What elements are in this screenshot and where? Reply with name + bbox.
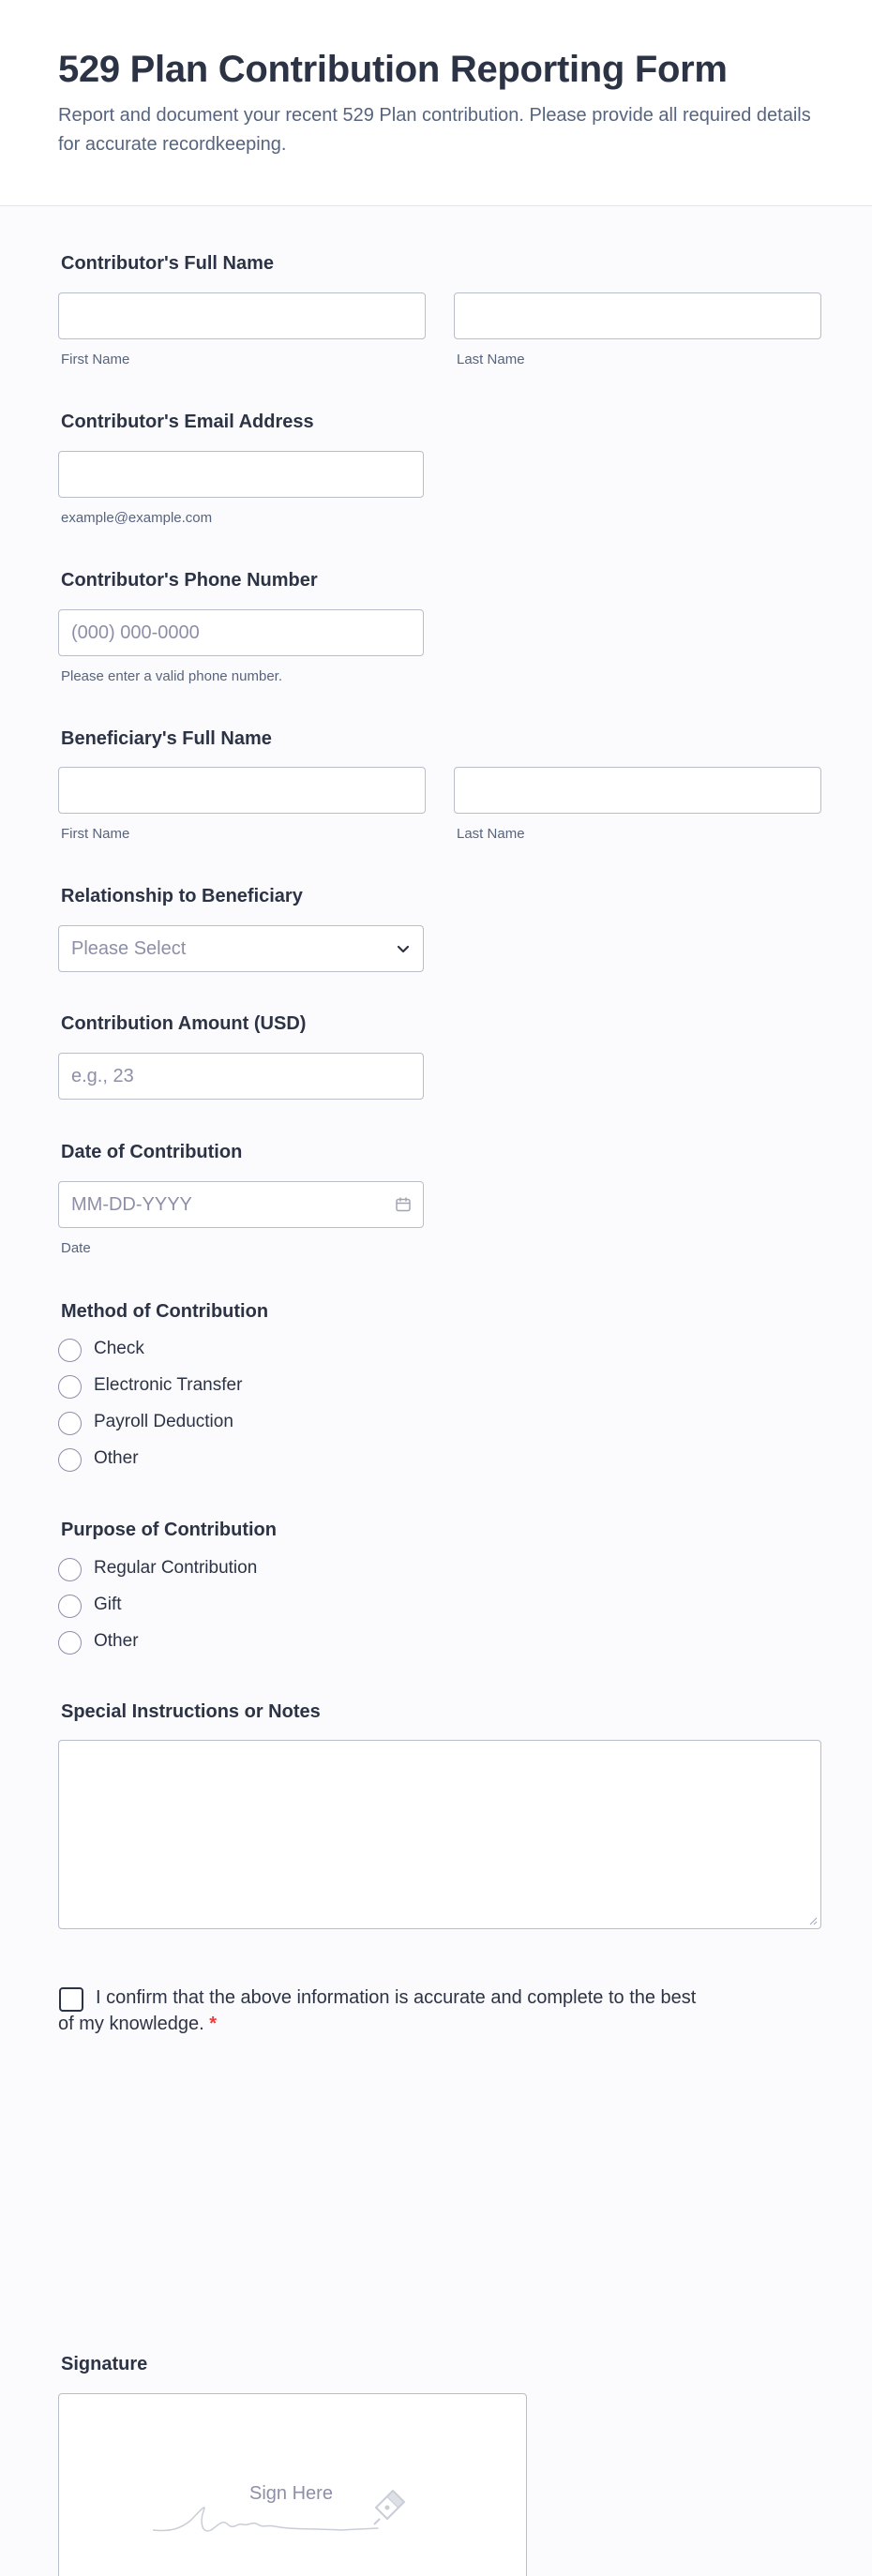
contributor-phone-label: Contributor's Phone Number: [61, 570, 318, 591]
radio-label: Other: [94, 1631, 139, 1651]
radio-label: Payroll Deduction: [94, 1412, 233, 1431]
date-placeholder: MM-DD-YYYY: [71, 1194, 192, 1215]
radio-button[interactable]: [58, 1631, 82, 1655]
beneficiary-name-label: Beneficiary's Full Name: [61, 728, 272, 749]
contributor-first-name-input[interactable]: [58, 292, 426, 339]
page-title: 529 Plan Contribution Reporting Form: [58, 49, 728, 90]
signature-pad[interactable]: [58, 2393, 527, 2576]
beneficiary-last-name-input[interactable]: [454, 767, 821, 814]
date-input[interactable]: [58, 1181, 424, 1228]
contributor-first-name-sublabel: First Name: [61, 352, 130, 367]
beneficiary-first-name-input[interactable]: [58, 767, 426, 814]
radio-button[interactable]: [58, 1595, 82, 1618]
confirm-text-block: [58, 1984, 714, 2037]
relationship-select[interactable]: [58, 925, 424, 972]
confirm-text: I confirm that the above information is accurate and complete to the best of my knowledge.: [58, 1987, 697, 2034]
radio-button[interactable]: [58, 1448, 82, 1472]
date-label: Date of Contribution: [61, 1142, 243, 1162]
contributor-phone-sublabel: Please enter a valid phone number.: [61, 668, 282, 684]
amount-label: Contribution Amount (USD): [61, 1013, 307, 1034]
purpose-label: Purpose of Contribution: [61, 1520, 277, 1540]
date-sublabel: Date: [61, 1240, 91, 1256]
notes-label: Special Instructions or Notes: [61, 1701, 321, 1722]
page-subtitle: Report and document your recent 529 Plan contribution. Please provide all required details for accurate recordkeeping.: [58, 105, 811, 155]
contributor-last-name-input[interactable]: [454, 292, 821, 339]
signature-label: Signature: [61, 2354, 148, 2374]
contributor-name-label: Contributor's Full Name: [61, 253, 274, 274]
radio-button[interactable]: [58, 1558, 82, 1581]
chevron-down-icon: [395, 940, 412, 957]
calendar-icon[interactable]: [395, 1196, 412, 1213]
notes-textarea[interactable]: [58, 1740, 821, 1929]
resize-handle-icon[interactable]: [808, 1916, 818, 1925]
relationship-label: Relationship to Beneficiary: [61, 886, 303, 906]
contributor-last-name-sublabel: Last Name: [457, 352, 525, 367]
method-label: Method of Contribution: [61, 1301, 269, 1322]
amount-placeholder: e.g., 23: [71, 1066, 134, 1086]
required-asterisk: *: [209, 2014, 217, 2034]
beneficiary-first-name-sublabel: First Name: [61, 826, 130, 842]
sign-here-placeholder: Sign Here: [249, 2483, 333, 2504]
phone-placeholder: (000) 000-0000: [71, 622, 200, 643]
relationship-selected-value: Please Select: [71, 938, 187, 959]
contributor-email-sublabel: example@example.com: [61, 510, 213, 526]
radio-label: Regular Contribution: [94, 1558, 258, 1578]
radio-button[interactable]: [58, 1412, 82, 1435]
radio-label: Gift: [94, 1595, 122, 1614]
contributor-email-input[interactable]: [58, 451, 424, 498]
radio-label: Electronic Transfer: [94, 1375, 243, 1395]
beneficiary-last-name-sublabel: Last Name: [457, 826, 525, 842]
amount-input[interactable]: [58, 1053, 424, 1100]
form-header: [0, 0, 872, 206]
radio-button[interactable]: [58, 1339, 82, 1362]
radio-label: Check: [94, 1339, 144, 1358]
radio-button[interactable]: [58, 1375, 82, 1399]
contributor-phone-input[interactable]: [58, 609, 424, 656]
radio-label: Other: [94, 1448, 139, 1468]
contributor-email-label: Contributor's Email Address: [61, 412, 314, 432]
